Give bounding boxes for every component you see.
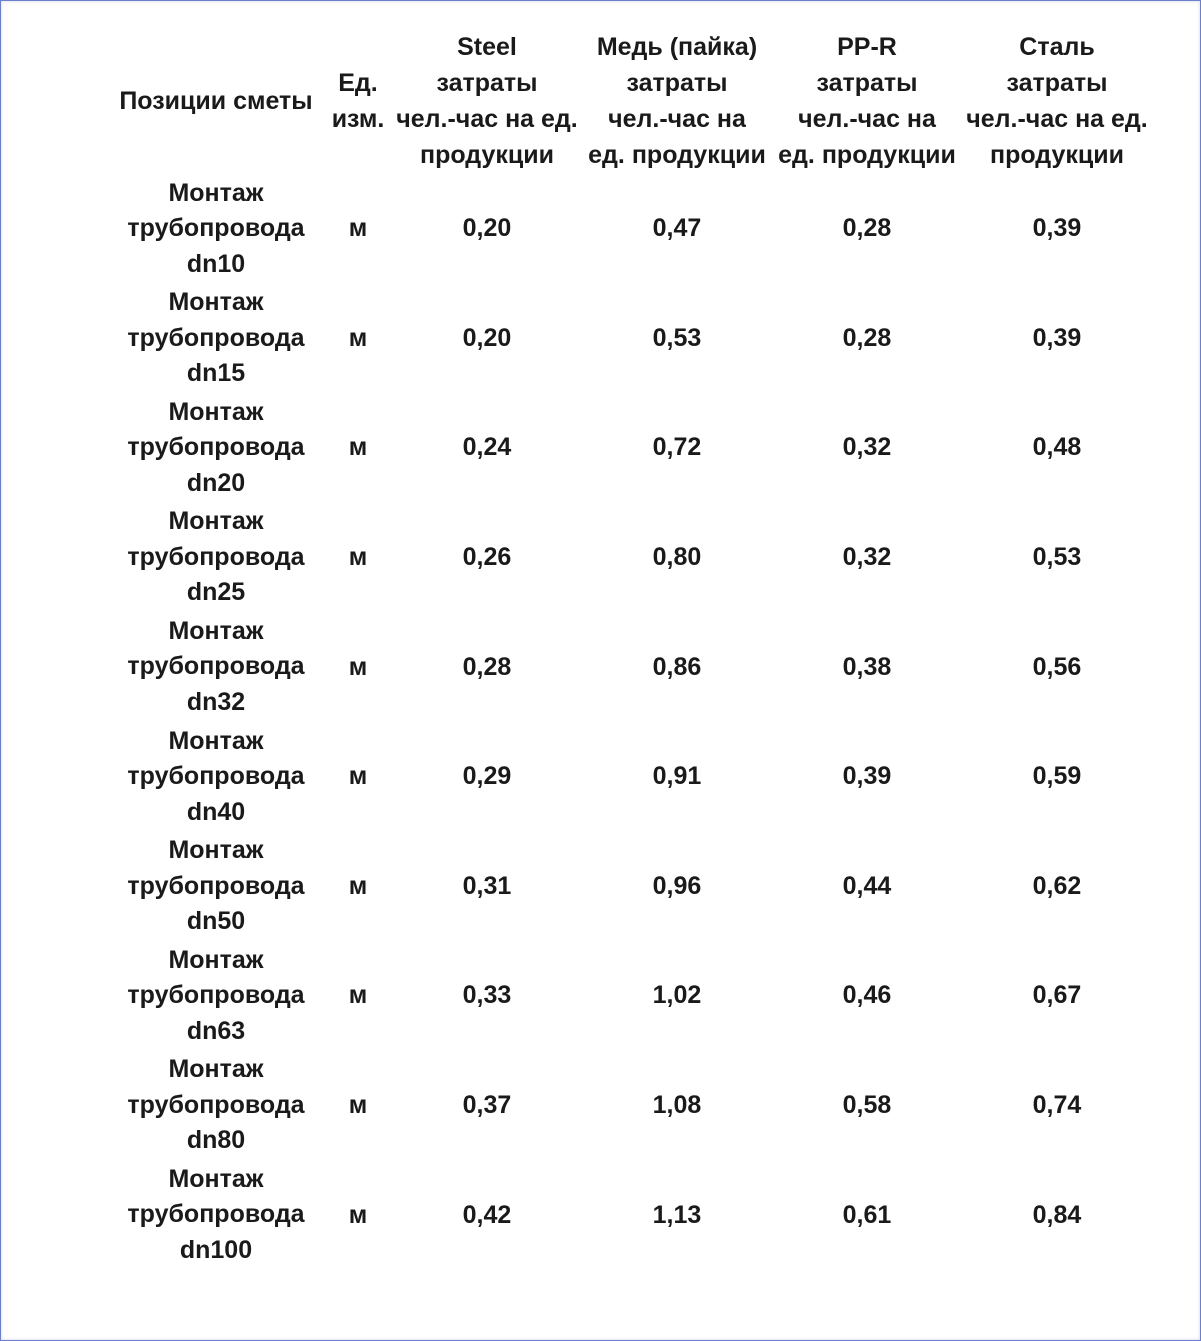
position-cell (108, 722, 324, 832)
header-copper-line4: ед. продукции (588, 140, 766, 169)
header-steel (392, 27, 582, 174)
ppr-value: 0,61 (842, 1200, 892, 1229)
table-row (108, 1160, 1152, 1270)
position-cell (108, 941, 324, 1051)
position-line1: Монтаж (168, 507, 264, 536)
table-row (108, 284, 1152, 394)
steel-value: 0,24 (462, 433, 512, 462)
header-ppr-line1: PP-R (837, 32, 897, 61)
header-stal-line2: затраты (1006, 68, 1108, 97)
ppr-value: 0,44 (842, 871, 892, 900)
unit-cell: м (348, 214, 368, 243)
ppr-value: 0,39 (842, 762, 892, 791)
header-copper-line3: чел.-час на (608, 104, 746, 133)
header-position: Позиции сметы (119, 86, 313, 115)
position-cell (108, 284, 324, 394)
ppr-value: 0,46 (842, 981, 892, 1010)
position-line3: dn25 (186, 578, 246, 607)
position-cell (108, 174, 324, 284)
position-line3: dn50 (186, 907, 246, 936)
steel-value: 0,20 (462, 323, 512, 352)
table-row (108, 174, 1152, 284)
steel-value: 0,33 (462, 981, 512, 1010)
ppr-value: 0,38 (842, 652, 892, 681)
position-cell (108, 393, 324, 503)
steel-value: 0,28 (462, 652, 512, 681)
copper-value: 0,47 (652, 214, 702, 243)
unit-cell: м (348, 762, 368, 791)
stal-value: 0,56 (1032, 652, 1082, 681)
header-row (108, 27, 1152, 174)
unit-cell: м (348, 981, 368, 1010)
copper-value: 0,53 (652, 323, 702, 352)
steel-value: 0,26 (462, 543, 512, 572)
header-copper-line2: затраты (626, 68, 728, 97)
position-line2: трубопровода (127, 433, 305, 462)
stal-value: 0,74 (1032, 1091, 1082, 1120)
header-unit-line1: Ед. (338, 68, 378, 97)
position-cell (108, 832, 324, 942)
header-copper (582, 27, 772, 174)
table-row (108, 612, 1152, 722)
unit-cell: м (348, 871, 368, 900)
position-line2: трубопровода (127, 762, 305, 791)
table-row (108, 503, 1152, 613)
header-steel-line2: затраты (436, 68, 538, 97)
unit-cell: м (348, 323, 368, 352)
position-cell (108, 1051, 324, 1161)
copper-value: 1,13 (652, 1200, 702, 1229)
copper-value: 0,72 (652, 433, 702, 462)
unit-cell: м (348, 1091, 368, 1120)
table-row (108, 1051, 1152, 1161)
ppr-value: 0,28 (842, 214, 892, 243)
ppr-value: 0,32 (842, 543, 892, 572)
position-line3: dn20 (186, 468, 246, 497)
position-line2: трубопровода (127, 1090, 305, 1119)
labor-cost-table (108, 27, 1152, 1270)
stal-value: 0,48 (1032, 433, 1082, 462)
position-line2: трубопровода (127, 214, 305, 243)
header-stal (962, 27, 1152, 174)
position-line1: Монтаж (168, 288, 264, 317)
copper-value: 1,02 (652, 981, 702, 1010)
position-line3: dn10 (186, 249, 246, 278)
copper-value: 0,86 (652, 652, 702, 681)
steel-value: 0,37 (462, 1091, 512, 1120)
header-ppr-line2: затраты (816, 68, 918, 97)
stal-value: 0,59 (1032, 762, 1082, 791)
position-line2: трубопровода (127, 652, 305, 681)
table-row (108, 941, 1152, 1051)
steel-value: 0,31 (462, 871, 512, 900)
steel-value: 0,42 (462, 1200, 512, 1229)
position-line1: Монтаж (168, 178, 264, 207)
ppr-value: 0,28 (842, 323, 892, 352)
header-stal-line4: продукции (989, 140, 1124, 169)
stal-value: 0,84 (1032, 1200, 1082, 1229)
stal-value: 0,53 (1032, 543, 1082, 572)
unit-cell: м (348, 652, 368, 681)
header-ppr-line3: чел.-час на (798, 104, 936, 133)
header-unit (324, 27, 392, 174)
position-line1: Монтаж (168, 397, 264, 426)
position-line3: dn32 (186, 687, 246, 716)
position-line2: трубопровода (127, 1200, 305, 1229)
header-copper-line1: Медь (пайка) (596, 32, 758, 61)
header-unit-line2: изм. (331, 104, 385, 133)
table-row (108, 722, 1152, 832)
stal-value: 0,39 (1032, 214, 1082, 243)
header-ppr-line4: ед. продукции (778, 140, 956, 169)
ppr-value: 0,32 (842, 433, 892, 462)
stal-value: 0,67 (1032, 981, 1082, 1010)
steel-value: 0,29 (462, 762, 512, 791)
header-steel-line3: чел.-час на ед. (396, 104, 578, 133)
table-row (108, 832, 1152, 942)
header-ppr (772, 27, 962, 174)
position-line3: dn100 (179, 1235, 253, 1264)
stal-value: 0,62 (1032, 871, 1082, 900)
header-steel-line1: Steel (457, 32, 517, 61)
copper-value: 0,91 (652, 762, 702, 791)
stal-value: 0,39 (1032, 323, 1082, 352)
position-line1: Монтаж (168, 616, 264, 645)
position-line2: трубопровода (127, 981, 305, 1010)
copper-value: 0,80 (652, 543, 702, 572)
position-cell (108, 503, 324, 613)
copper-value: 0,96 (652, 871, 702, 900)
position-line2: трубопровода (127, 542, 305, 571)
position-line2: трубопровода (127, 323, 305, 352)
position-line1: Монтаж (168, 836, 264, 865)
ppr-value: 0,58 (842, 1091, 892, 1120)
steel-value: 0,20 (462, 214, 512, 243)
position-line1: Монтаж (168, 1055, 264, 1084)
unit-cell: м (348, 1200, 368, 1229)
header-stal-line1: Сталь (1019, 32, 1095, 61)
header-steel-line4: продукции (419, 140, 554, 169)
unit-cell: м (348, 433, 368, 462)
position-line3: dn40 (186, 797, 246, 826)
position-cell (108, 612, 324, 722)
position-line3: dn80 (186, 1126, 246, 1155)
position-line3: dn15 (186, 359, 246, 388)
position-line3: dn63 (186, 1016, 246, 1045)
position-line1: Монтаж (168, 945, 264, 974)
unit-cell: м (348, 543, 368, 572)
position-cell (108, 1160, 324, 1270)
position-line2: трубопровода (127, 871, 305, 900)
copper-value: 1,08 (652, 1091, 702, 1120)
position-line1: Монтаж (168, 726, 264, 755)
table-row (108, 393, 1152, 503)
position-line1: Монтаж (168, 1164, 264, 1193)
header-stal-line3: чел.-час на ед. (966, 104, 1148, 133)
